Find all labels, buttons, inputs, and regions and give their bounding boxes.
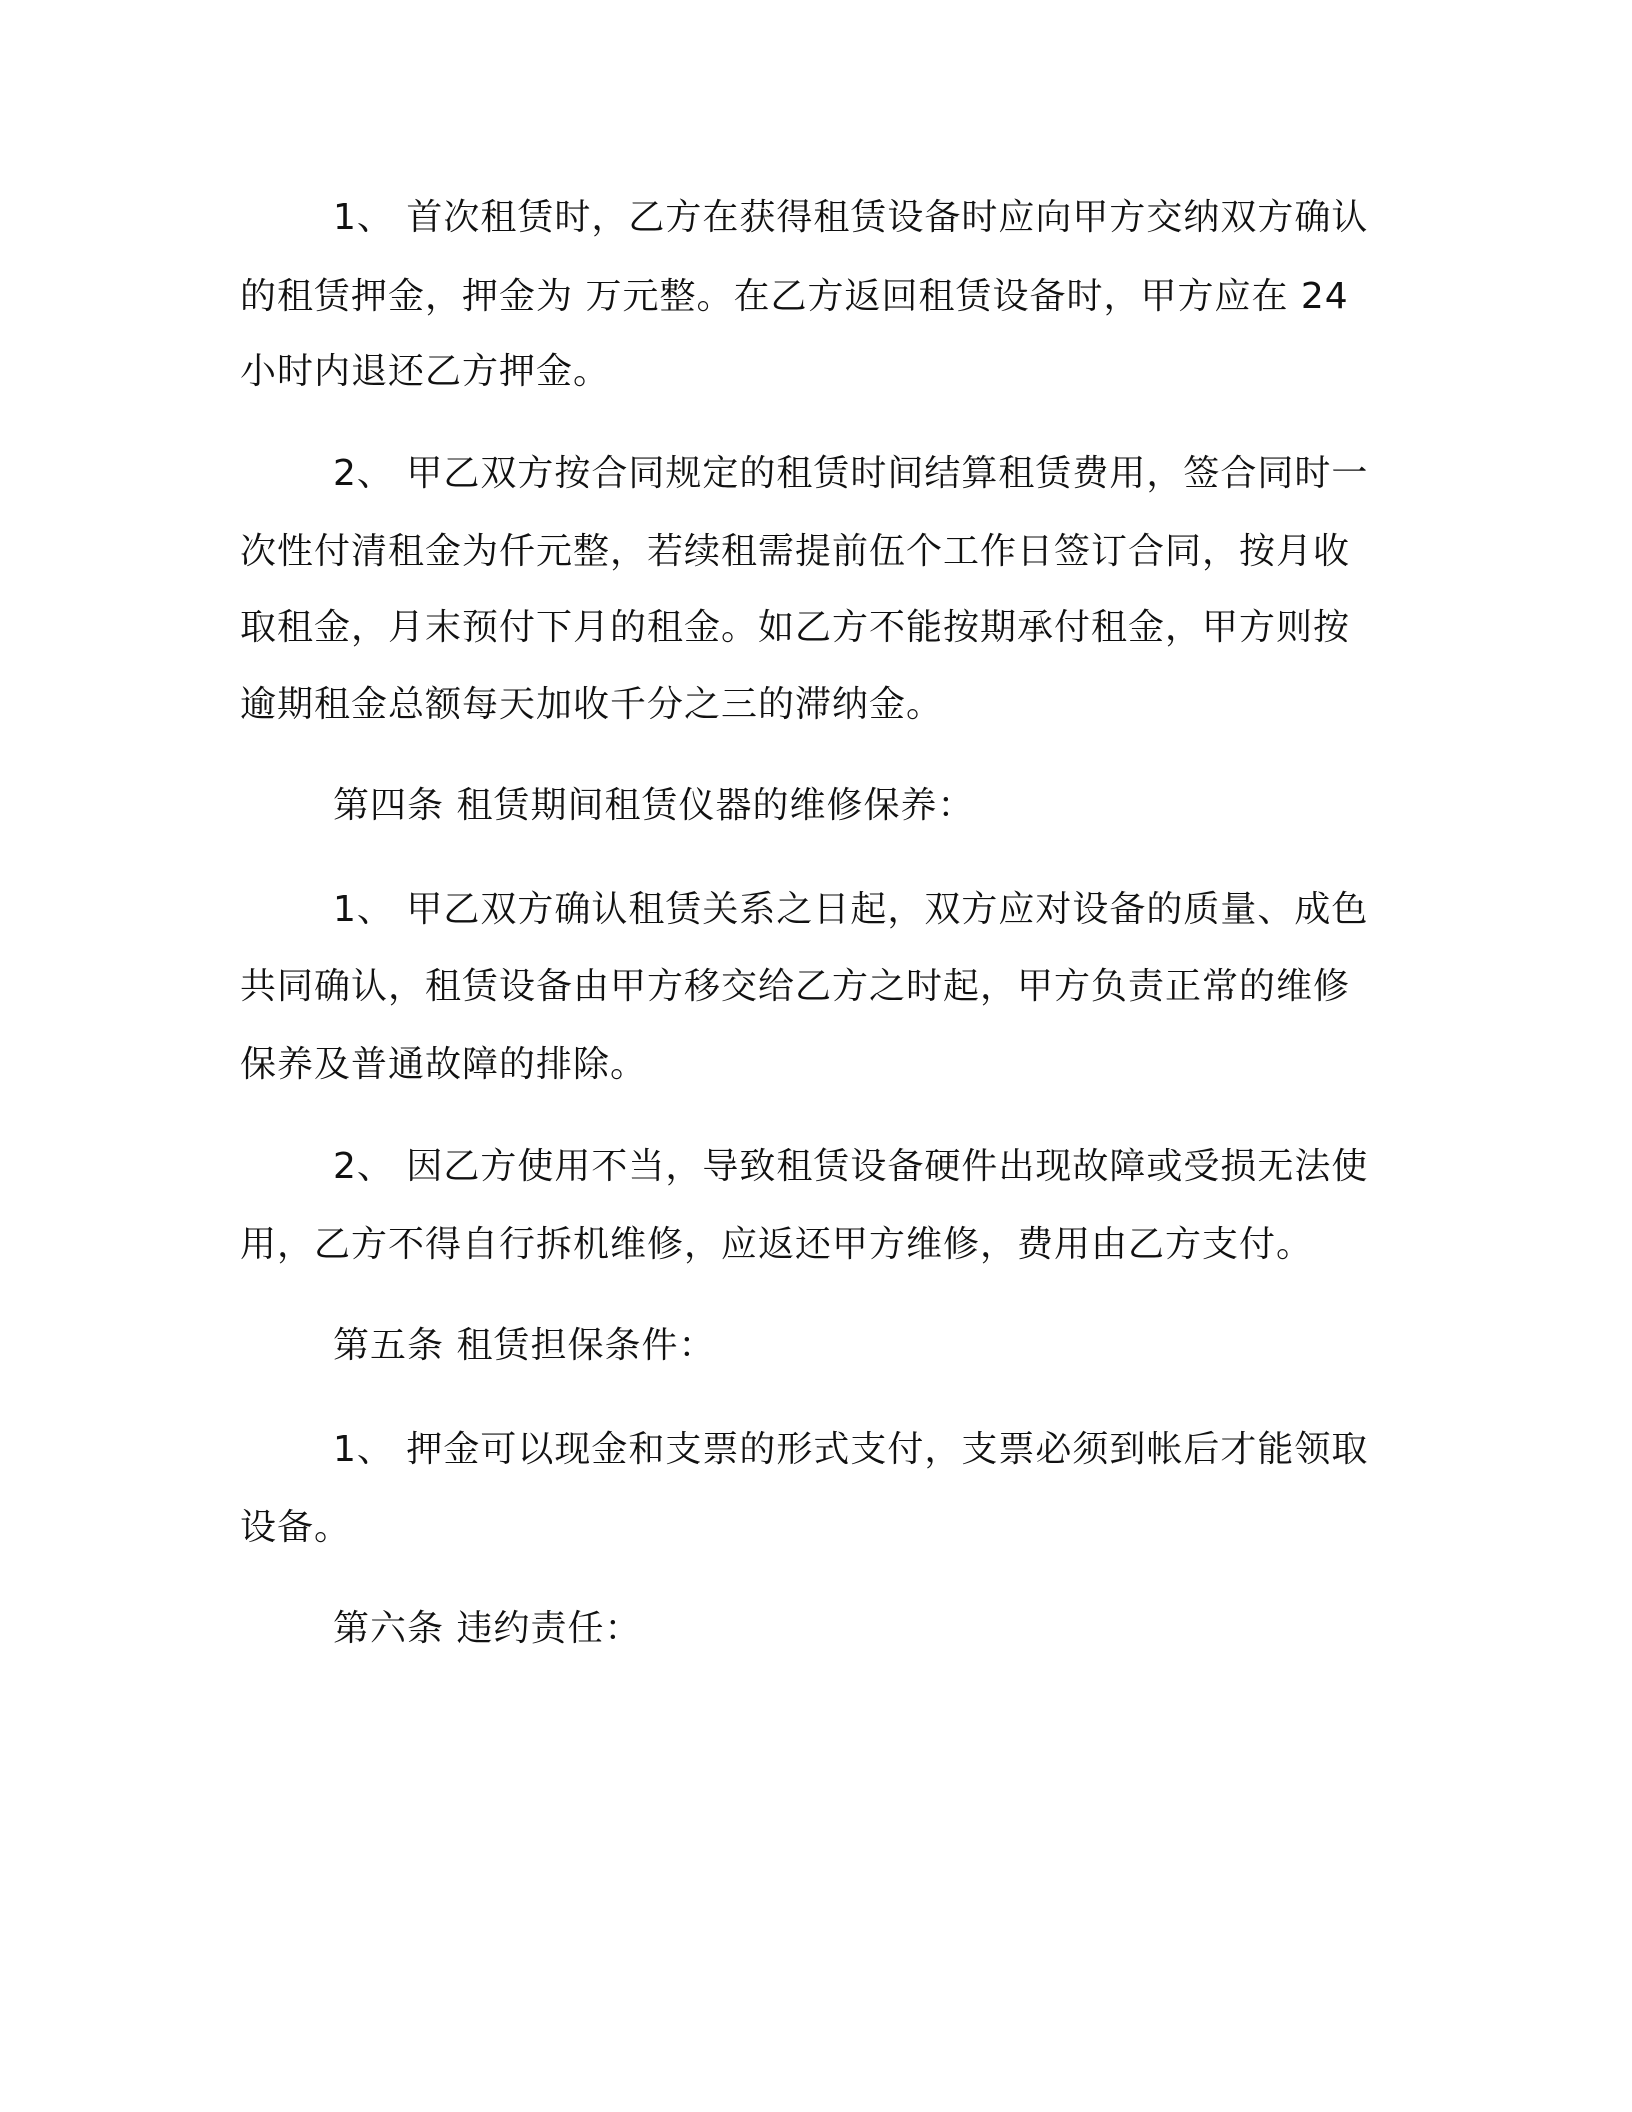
paragraph-2-line-3: 取租金，月末预付下月的租金。如乙方不能按期承付租金，甲方则按 xyxy=(240,607,1351,648)
paragraph-3-line-1: 1、 甲乙双方确认租赁关系之日起，双方应对设备的质量、成色 xyxy=(333,889,1369,930)
paragraph-2-line-4: 逾期租金总额每天加收千分之三的滞纳金。 xyxy=(240,684,944,725)
paragraph-1-line-3: 小时内退还乙方押金。 xyxy=(240,351,611,392)
paragraph-4-line-1: 2、 因乙方使用不当，导致租赁设备硬件出现故障或受损无法使 xyxy=(333,1146,1369,1187)
paragraph-1-line-1: 1、 首次租赁时，乙方在获得租赁设备时应向甲方交纳双方确认 xyxy=(333,197,1369,238)
paragraph-2-line-1: 2、 甲乙双方按合同规定的租赁时间结算租赁费用，签合同时一 xyxy=(333,453,1369,494)
paragraph-5-line-2: 设备。 xyxy=(240,1507,352,1548)
paragraph-2-line-2: 次性付清租金为仟元整，若续租需提前伍个工作日签订合同，按月收 xyxy=(240,531,1351,572)
section-heading-article-5: 第五条 租赁担保条件： xyxy=(333,1325,716,1366)
section-heading-article-4: 第四条 租赁期间租赁仪器的维修保养： xyxy=(333,785,975,826)
paragraph-3-line-3: 保养及普通故障的排除。 xyxy=(240,1044,648,1085)
paragraph-3-line-2: 共同确认，租赁设备由甲方移交给乙方之时起，甲方负责正常的维修 xyxy=(240,966,1351,1007)
section-heading-article-6: 第六条 违约责任： xyxy=(333,1608,642,1649)
paragraph-1-line-2: 的租赁押金，押金为 万元整。在乙方返回租赁设备时，甲方应在 24 xyxy=(240,276,1349,317)
paragraph-4-line-2: 用，乙方不得自行拆机维修，应返还甲方维修，费用由乙方支付。 xyxy=(240,1224,1314,1265)
paragraph-5-line-1: 1、 押金可以现金和支票的形式支付，支票必须到帐后才能领取 xyxy=(333,1429,1369,1470)
